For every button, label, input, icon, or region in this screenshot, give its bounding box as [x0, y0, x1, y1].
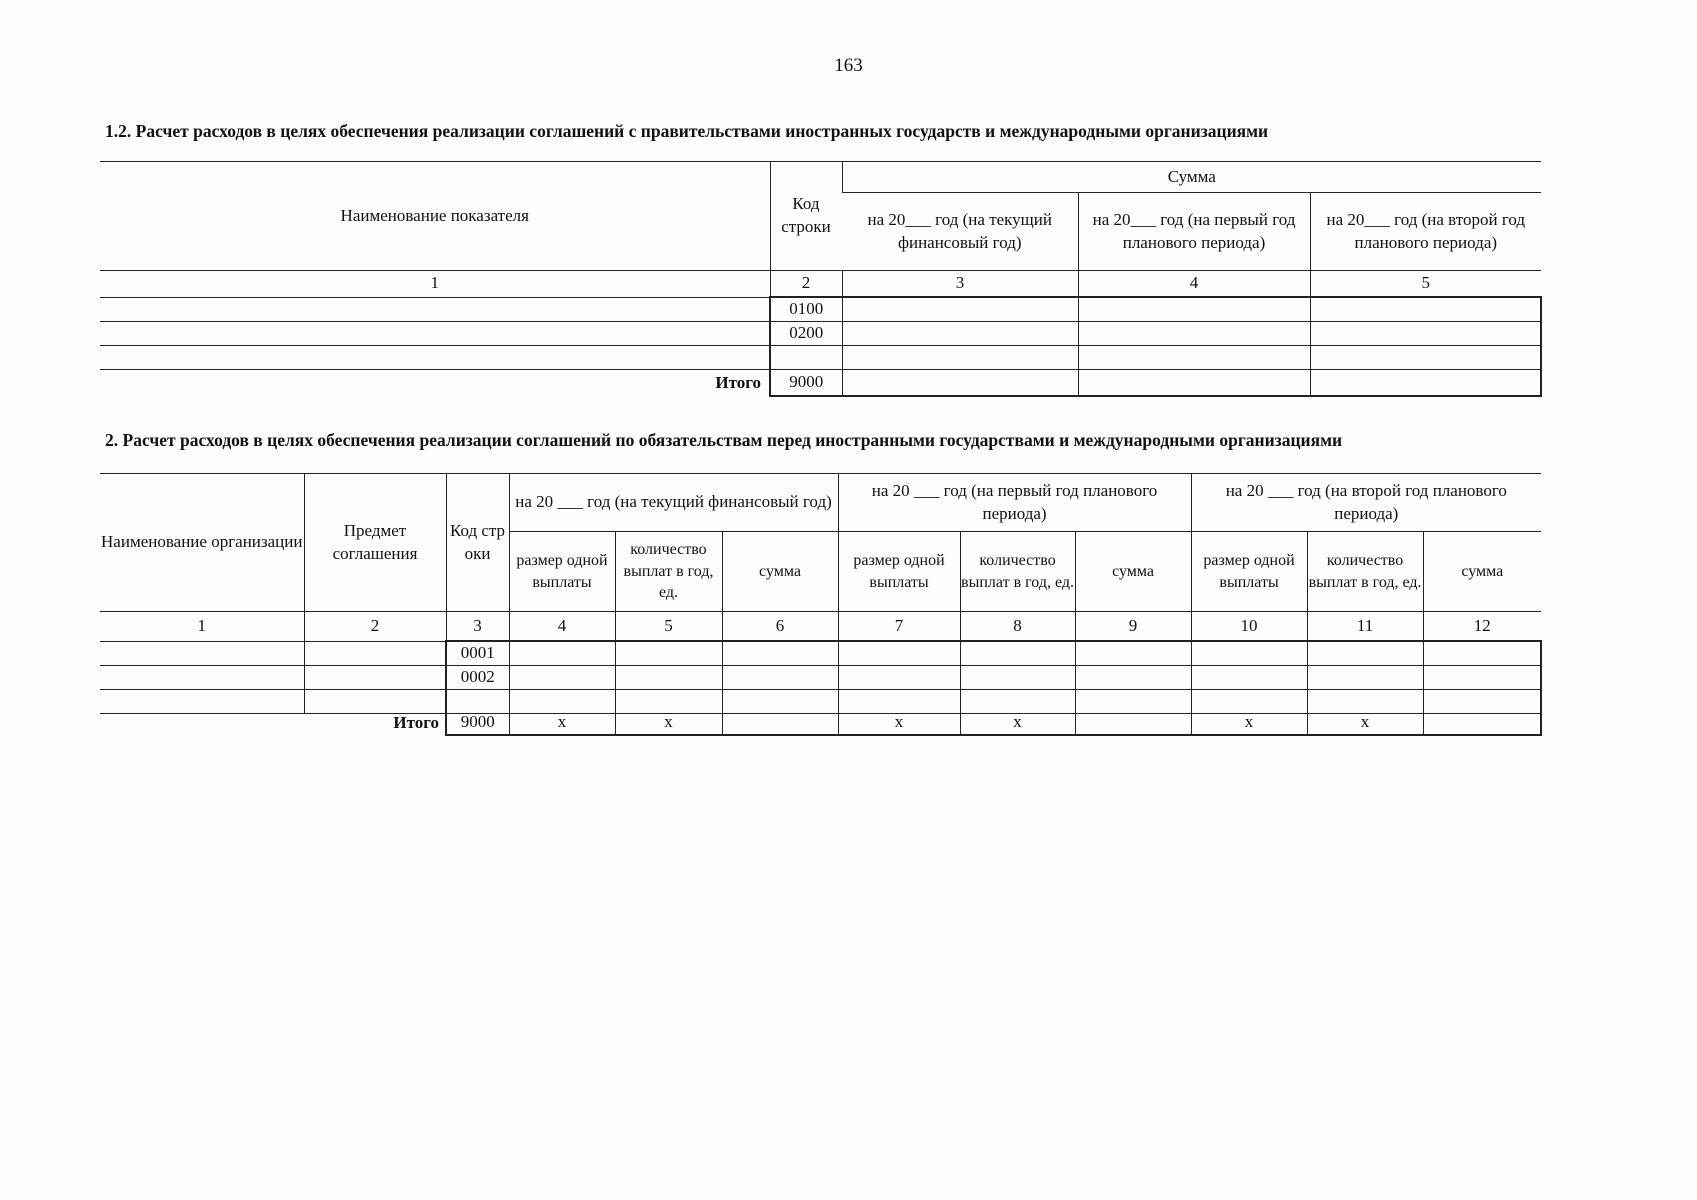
header-payment-count: количество выплат в год, ед.: [615, 532, 722, 612]
value-cell[interactable]: [1078, 322, 1310, 346]
col-number: 8: [960, 612, 1075, 642]
not-applicable-mark: x: [960, 711, 1075, 735]
header-agreement-subject: Предмет соглашения: [304, 474, 446, 612]
header-year-current: на 20___ год (на текущий финансовый год): [842, 193, 1078, 271]
total-value-cell[interactable]: [1310, 370, 1541, 397]
col-number: 1: [100, 612, 304, 642]
value-cell[interactable]: [1075, 666, 1191, 690]
value-cell[interactable]: [1310, 297, 1541, 322]
total-code: 9000: [446, 711, 509, 735]
header-indicator-name: Наименование показателя: [100, 162, 770, 271]
col-number: 10: [1191, 612, 1307, 642]
total-value-cell[interactable]: [1075, 711, 1191, 735]
table-section-1: [100, 161, 1542, 397]
code-cell: 0100: [770, 297, 842, 322]
value-cell[interactable]: [838, 666, 960, 690]
table-row: [100, 346, 1541, 370]
not-applicable-mark: x: [509, 711, 615, 735]
value-cell[interactable]: [960, 666, 1075, 690]
total-row: [100, 711, 1541, 735]
value-cell[interactable]: [1307, 666, 1423, 690]
value-cell[interactable]: [722, 666, 838, 690]
value-cell[interactable]: [722, 690, 838, 714]
code-cell: [446, 690, 509, 714]
subject-cell[interactable]: [304, 690, 446, 714]
value-cell[interactable]: [842, 322, 1078, 346]
total-value-cell[interactable]: [1423, 711, 1541, 735]
value-cell[interactable]: [615, 690, 722, 714]
value-cell[interactable]: [1075, 641, 1191, 666]
page-number: 163: [834, 55, 863, 76]
table-row: [100, 322, 1541, 346]
value-cell[interactable]: [1307, 690, 1423, 714]
value-cell[interactable]: [1191, 641, 1307, 666]
table-row: [100, 297, 1541, 322]
header-sum: Сумма: [842, 162, 1541, 193]
header-year-second: на 20___ год (на второй год планового периода): [1310, 193, 1541, 271]
col-number: 12: [1423, 612, 1541, 642]
col-number: 1: [100, 271, 770, 298]
value-cell[interactable]: [1423, 690, 1541, 714]
not-applicable-mark: x: [1191, 711, 1307, 735]
value-cell[interactable]: [615, 641, 722, 666]
total-value-cell[interactable]: [1078, 370, 1310, 397]
value-cell[interactable]: [615, 666, 722, 690]
col-number: 2: [770, 271, 842, 298]
col-number: 4: [509, 612, 615, 642]
subject-cell[interactable]: [304, 641, 446, 666]
col-number: 5: [1310, 271, 1541, 298]
table-row: [100, 666, 1541, 690]
col-number: 2: [304, 612, 446, 642]
organization-cell[interactable]: [100, 641, 304, 666]
total-row: [100, 370, 1541, 397]
value-cell[interactable]: [1078, 346, 1310, 370]
col-number: 3: [446, 612, 509, 642]
header-payment-count: количество выплат в год, ед.: [960, 532, 1075, 612]
table-section-2-total: [100, 711, 1542, 736]
value-cell[interactable]: [838, 641, 960, 666]
total-value-cell[interactable]: [722, 711, 838, 735]
header-year-first: на 20___ год (на первый год планового периода): [1078, 193, 1310, 271]
value-cell[interactable]: [1423, 641, 1541, 666]
col-number: 5: [615, 612, 722, 642]
header-sum: сумма: [1075, 532, 1191, 612]
value-cell[interactable]: [1307, 641, 1423, 666]
total-label: Итого: [715, 372, 761, 392]
code-cell: [770, 346, 842, 370]
value-cell[interactable]: [1075, 690, 1191, 714]
header-payment-size: размер одной выплаты: [509, 532, 615, 612]
header-year-second: на 20 ___ год (на второй год планового периода): [1191, 474, 1541, 532]
header-row-code: Код строки: [770, 162, 842, 271]
code-cell: 0002: [446, 666, 509, 690]
value-cell[interactable]: [838, 690, 960, 714]
value-cell[interactable]: [1078, 297, 1310, 322]
value-cell[interactable]: [960, 690, 1075, 714]
header-payment-size: размер одной выплаты: [1191, 532, 1307, 612]
table-section-2: [100, 473, 1542, 714]
col-number: 4: [1078, 271, 1310, 298]
value-cell[interactable]: [842, 346, 1078, 370]
not-applicable-mark: x: [838, 711, 960, 735]
header-payment-count: количество выплат в год, ед.: [1307, 532, 1423, 612]
value-cell[interactable]: [509, 641, 615, 666]
total-label: Итого: [393, 712, 439, 732]
col-number: 6: [722, 612, 838, 642]
not-applicable-mark: x: [1307, 711, 1423, 735]
value-cell[interactable]: [722, 641, 838, 666]
total-value-cell[interactable]: [842, 370, 1078, 397]
col-number: 9: [1075, 612, 1191, 642]
not-applicable-mark: x: [615, 711, 722, 735]
value-cell[interactable]: [842, 297, 1078, 322]
header-year-current: на 20 ___ год (на текущий финансовый год): [509, 474, 838, 532]
organization-cell[interactable]: [100, 690, 304, 714]
code-cell: 0200: [770, 322, 842, 346]
col-number: 11: [1307, 612, 1423, 642]
value-cell[interactable]: [1423, 666, 1541, 690]
value-cell[interactable]: [1310, 322, 1541, 346]
value-cell[interactable]: [1191, 690, 1307, 714]
table-row: [100, 690, 1541, 714]
name-cell[interactable]: [100, 346, 770, 370]
name-cell[interactable]: [100, 322, 770, 346]
value-cell[interactable]: [1191, 666, 1307, 690]
value-cell[interactable]: [509, 690, 615, 714]
section-1-heading: 1.2. Расчет расходов в целях обеспечения реализации соглашений с правительствами иностранных государств и международными организациями: [105, 121, 1269, 141]
value-cell[interactable]: [1310, 346, 1541, 370]
header-payment-size: размер одной выплаты: [838, 532, 960, 612]
header-sum: сумма: [1423, 532, 1541, 612]
code-cell: 0001: [446, 641, 509, 666]
value-cell[interactable]: [960, 641, 1075, 666]
header-row-code: Код строки: [446, 474, 509, 612]
section-2-heading: 2. Расчет расходов в целях обеспечения реализации соглашений по обязательствам перед иностранными государствами и международными организациями: [105, 430, 1343, 450]
col-number: 7: [838, 612, 960, 642]
header-sum: сумма: [722, 532, 838, 612]
header-year-first: на 20 ___ год (на первый год планового периода): [838, 474, 1191, 532]
value-cell[interactable]: [509, 666, 615, 690]
organization-cell[interactable]: [100, 666, 304, 690]
col-number: 3: [842, 271, 1078, 298]
header-organization: Наименование организации: [100, 474, 304, 612]
total-code: 9000: [770, 370, 842, 397]
name-cell[interactable]: [100, 297, 770, 322]
subject-cell[interactable]: [304, 666, 446, 690]
table-row: [100, 641, 1541, 666]
